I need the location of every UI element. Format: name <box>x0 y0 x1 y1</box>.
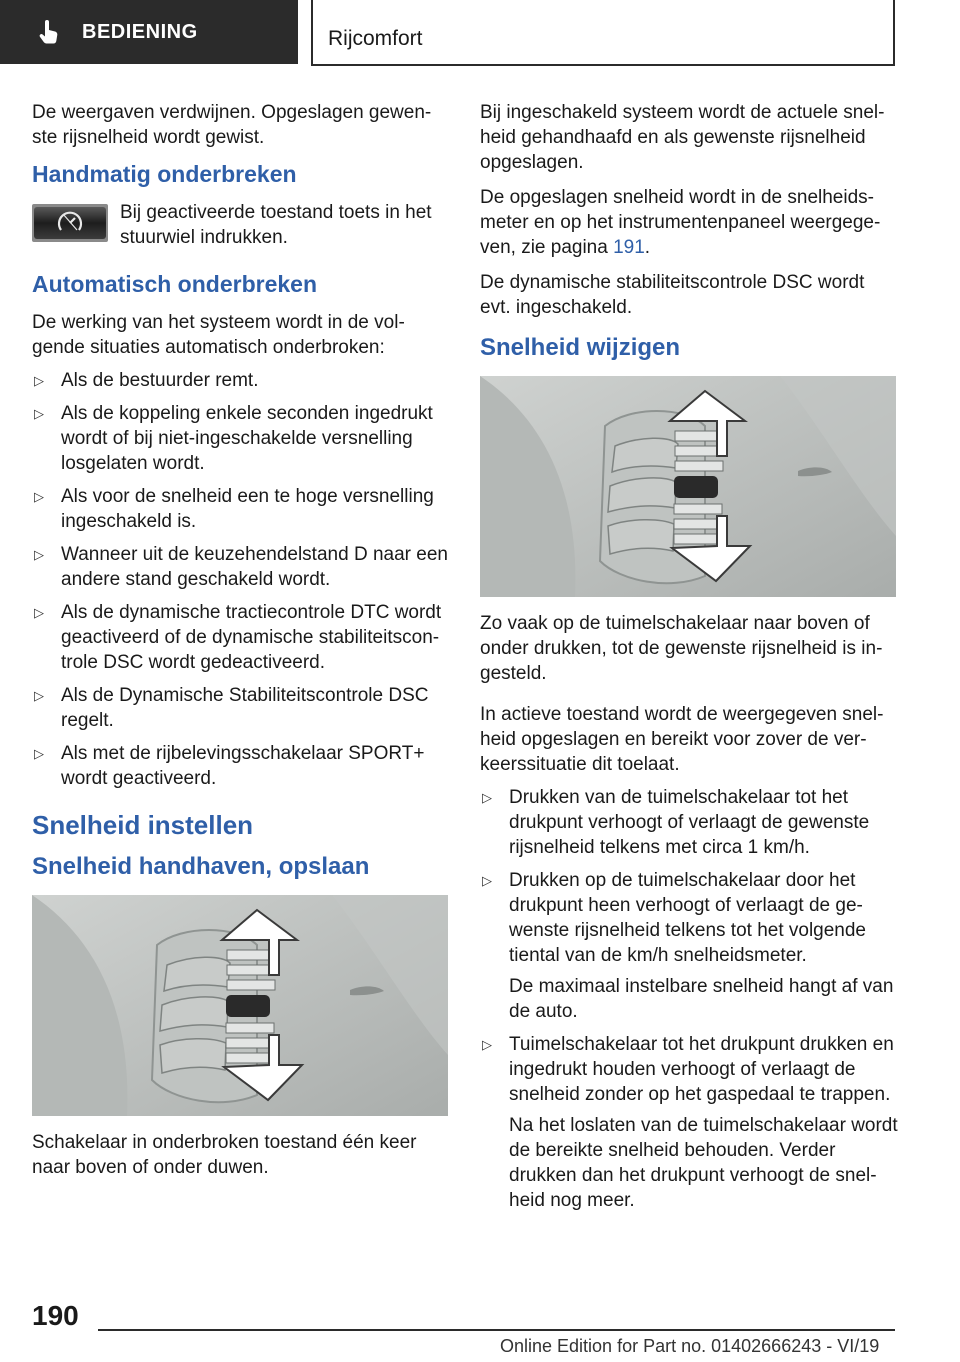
footer-edition: Online Edition for Part no. 01402666243 - VI/19 <box>500 1336 880 1356</box>
list-item: ▷ Als voor de snelheid een te hoge versnelling ingeschakeld is. <box>34 486 434 532</box>
manual-interrupt-row <box>32 200 450 250</box>
triangle-bullet-icon: ▷ <box>482 1037 492 1052</box>
list-item: ▷ Als de bestuurder remt. <box>34 370 259 391</box>
hand-pointer-icon <box>38 20 60 44</box>
intro-paragraph: De weergaven verdwijnen. Opgeslagen gewenste rijsnelheid wordt gewist. <box>32 102 432 148</box>
change-speed-paragraph-2: In actieve toestand wordt de weergegeven snelheid opgeslagen en bereikt voor zover de verkeerssituatie dit toelaat. <box>480 704 884 775</box>
triangle-bullet-icon: ▷ <box>34 373 44 388</box>
manual-interrupt-text: Bij geactiveerde toestand toets in het stuurwiel indrukken. <box>120 202 432 248</box>
heading-set-speed: Snelheid instellen <box>32 810 254 840</box>
triangle-bullet-icon: ▷ <box>34 547 44 562</box>
right-paragraph-3: De dynamische stabiliteitscontrole DSC wordt evt. ingeschakeld. <box>480 272 865 318</box>
heading-hold-speed: Snelheid handhaven, opslaan <box>32 853 370 880</box>
right-paragraph-2: De opgeslagen snelheid wordt in de snelheidsmeter en op het instrumentenpaneel weergegeven, zie pagina 191. <box>480 187 881 258</box>
triangle-bullet-icon: ▷ <box>34 688 44 703</box>
footer-rule <box>98 1329 895 1331</box>
list-item-note: Na het loslaten van de tuimelschakelaar wordt de bereikte snelheid behouden. Verder drukken dan het drukpunt verhoogt de snelheid nog meer. <box>509 1115 898 1211</box>
list-item-note: De maximaal instelbare snelheid hangt af van de auto. <box>509 976 894 1022</box>
list-item: ▷ Tuimelschakelaar tot het drukpunt drukken en ingedrukt houden verhoogt of verlaagt de snelheid zonder op het gaspedaal te trappen. Na het loslaten van de tuimelschakelaar wordt de bereikte snelheid behouden. Verder drukken dan het drukpunt verhoogt de snelheid nog meer. <box>482 1034 898 1211</box>
left-column <box>32 100 450 1190</box>
right-column <box>480 100 898 1221</box>
list-item: ▷ Drukken op de tuimelschakelaar door het drukpunt heen verhoogt of verlaagt de gewenste rijsnelheid telkens tot het volgende tiental van de km/h snelheidsmeter. De maximaal instelbare snelheid hangt af van de auto. <box>480 868 898 1024</box>
header-chapter-title: Rijcomfort <box>328 27 423 50</box>
list-item: ▷ Als de koppeling enkele seconden ingedrukt wordt of bij niet-ingeschakelde versnelling losgelaten wordt. <box>34 403 433 474</box>
triangle-bullet-icon: ▷ <box>34 406 44 421</box>
steering-wheel-rocker-switch-illustration <box>480 376 896 597</box>
change-speed-paragraph-1: Zo vaak op de tuimelschakelaar naar boven of onder drukken, tot de gewenste rijsnelheid is ingesteld. <box>480 613 883 684</box>
list-item: ▷ Drukken van de tuimelschakelaar tot het drukpunt verhoogt of verlaagt de gewenste rijsnelheid telkens met circa 1 km/h. <box>482 787 870 858</box>
triangle-bullet-icon: ▷ <box>34 489 44 504</box>
hold-speed-text: Schakelaar in onderbroken toestand één keer naar boven of onder duwen. <box>32 1132 417 1178</box>
change-speed-list <box>480 785 898 1213</box>
triangle-bullet-icon: ▷ <box>482 790 492 805</box>
list-item: ▷ Als de dynamische tractiecontrole DTC wordt geactiveerd of de dynamische stabiliteitscontrole DSC wordt gedeactiveerd. <box>34 602 442 673</box>
triangle-bullet-icon: ▷ <box>482 873 492 888</box>
auto-interrupt-list <box>32 368 450 791</box>
heading-change-speed: Snelheid wijzigen <box>480 334 681 361</box>
list-item: ▷ Als de Dynamische Stabiliteitscontrole DSC regelt. <box>34 685 429 731</box>
header-section-tab <box>0 0 298 64</box>
header-section-title: BEDIENING <box>82 20 198 43</box>
cruise-control-button-icon <box>32 204 108 242</box>
triangle-bullet-icon: ▷ <box>34 746 44 761</box>
page-reference-link[interactable]: 191 <box>613 237 645 258</box>
triangle-bullet-icon: ▷ <box>34 605 44 620</box>
heading-auto-interrupt: Automatisch onderbreken <box>32 271 317 297</box>
list-item: ▷ Wanneer uit de keuzehendelstand D naar een andere stand geschakeld wordt. <box>34 544 448 590</box>
auto-interrupt-intro: De werking van het systeem wordt in de volgende situaties automatisch onderbroken: <box>32 312 405 358</box>
page-number: 190 <box>32 1300 79 1331</box>
steering-wheel-rocker-switch-illustration <box>32 895 448 1116</box>
list-item: ▷ Als met de rijbelevingsschakelaar SPORT+ wordt geactiveerd. <box>34 743 425 789</box>
heading-manual-interrupt: Handmatig onderbreken <box>32 161 297 187</box>
right-paragraph-1: Bij ingeschakeld systeem wordt de actuele snelheid gehandhaafd en als gewenste rijsnelheid opgeslagen. <box>480 102 885 173</box>
